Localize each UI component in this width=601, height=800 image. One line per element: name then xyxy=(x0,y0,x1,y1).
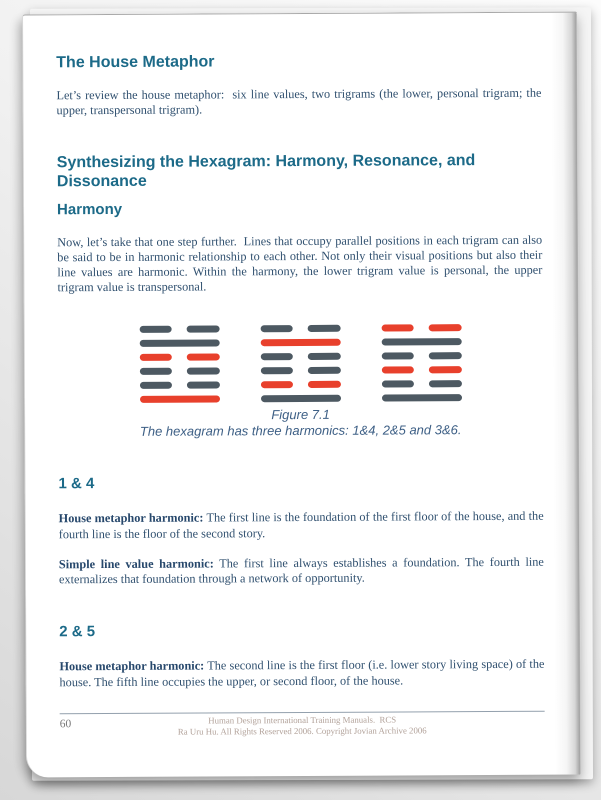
hexagram-harmonic-2-and-5 xyxy=(260,325,340,403)
heading-1-and-4: 1 & 4 xyxy=(58,475,95,493)
hexagram-line-3 xyxy=(139,367,219,375)
footer-line-1: Human Design International Training Manuals. RCS xyxy=(208,714,397,726)
page-content xyxy=(56,51,544,691)
heading-house-metaphor: The House Metaphor xyxy=(56,53,215,72)
document-page xyxy=(22,12,581,778)
hexagram-line-5 xyxy=(139,339,219,347)
hexagram-line-5 xyxy=(381,338,461,346)
page-footer xyxy=(60,711,545,738)
hexagram-line-1 xyxy=(382,394,462,402)
hexagram-line-1-highlighted xyxy=(140,395,220,403)
paragraph-1-4-simple xyxy=(59,555,544,588)
hexagram-line-3 xyxy=(260,367,340,375)
hexagram-line-1 xyxy=(261,395,341,403)
hexagram-harmonic-3-and-6 xyxy=(381,324,461,402)
text-2-5-house: The second line is the first floor (i.e. lower story living space) of the house. The fifth line occupies the upper, or second floor, of the house. xyxy=(59,657,545,690)
hexagram-line-5-highlighted xyxy=(260,339,340,347)
heading-synthesizing: Synthesizing the Hexagram: Harmony, Resonance, and Dissonance xyxy=(56,151,476,190)
hexagram-line-6 xyxy=(139,325,219,333)
figure-caption-label: Figure 7.1 xyxy=(271,407,330,423)
hexagram-line-3-highlighted xyxy=(381,366,461,374)
figure-7-1 xyxy=(58,324,544,440)
page-number: 60 xyxy=(59,718,72,731)
hexagram-line-6 xyxy=(260,325,340,333)
paragraph-2-5-house xyxy=(59,657,544,690)
page-edge-curl xyxy=(551,13,581,775)
text-1-4-house: The first line is the foundation of the first floor of the house, and the fourth line is the floor of the second story. xyxy=(58,509,544,541)
hexagram-line-2 xyxy=(139,381,219,389)
footer-line-2: Ra Uru Hu. All Rights Reserved 2006. Copyright Jovian Archive 2006 xyxy=(177,724,427,737)
hexagram-harmonic-1-and-4 xyxy=(139,325,219,403)
lead-simple-line-value-harmonic: Simple line value harmonic: xyxy=(58,556,214,572)
hexagram-line-4 xyxy=(381,352,461,360)
paragraph-1-4-house xyxy=(59,509,544,542)
hexagram-line-2-highlighted xyxy=(260,381,340,389)
text-1-4-simple: The first line always establishes a foundation. The fourth line externalizes that foundation through a network of opportunity. xyxy=(58,554,544,587)
hexagram-line-6-highlighted xyxy=(381,324,461,332)
heading-2-and-5: 2 & 5 xyxy=(59,623,96,641)
lead-house-metaphor-harmonic-2: House metaphor harmonic: xyxy=(59,658,205,674)
hexagram-line-2 xyxy=(381,380,461,388)
hexagram-line-4 xyxy=(260,353,340,361)
lead-house-metaphor-harmonic: House metaphor harmonic: xyxy=(58,510,204,526)
figure-caption-text: The hexagram has three harmonics: 1&4, 2&5 and 3&6. xyxy=(139,422,462,440)
heading-harmony: Harmony xyxy=(56,200,123,218)
hexagram-row xyxy=(58,324,543,404)
hexagram-line-4-highlighted xyxy=(139,353,219,361)
paragraph-house-metaphor: Let’s review the house metaphor: six line values, two trigrams (the lower, personal trigram; the upper, transpersonal trigram). xyxy=(56,85,542,118)
paragraph-harmony: Now, let’s take that one step further. Lines that occupy parallel positions in each trigram can also be said to be in harmonic relationship to each other. Not only their visual positions but also their line values are harmonic. Within the harmony, the lower trigram value is personal, the upper trigram value is transpersonal. xyxy=(57,232,543,295)
